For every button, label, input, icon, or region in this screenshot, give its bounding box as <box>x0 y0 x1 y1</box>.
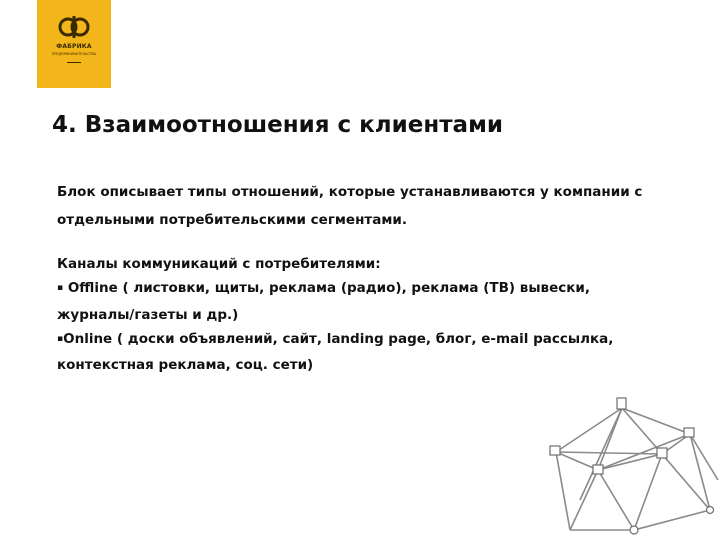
channels-heading: Каналы коммуникаций с потребителями: <box>57 256 381 272</box>
slide-title: 4. Взаимоотношения с клиентами <box>52 112 503 138</box>
logo-brand-text: ФАБРИКА <box>56 43 92 50</box>
logo-emblem-icon <box>37 0 111 44</box>
logo-tagline: ПРЕДПРИНИМАТЕЛЬСТВА <box>51 52 97 56</box>
bullet-marker: ▪ <box>57 334 64 344</box>
offline-item <box>57 280 697 296</box>
network-graph-icon <box>540 390 720 540</box>
company-logo <box>37 0 111 88</box>
intro-line-2: отдельными потребительскими сегментами. <box>57 212 407 228</box>
intro-line-1: Блок описывает типы отношений, которые устанавливаются у компании с <box>57 184 643 200</box>
online-text-line-2: контекстная реклама, соц. сети) <box>57 357 314 373</box>
online-item <box>57 331 697 347</box>
online-text-line-1: Online ( доски объявлений, сайт, landing page, блог, e-mail рассылка, <box>63 331 614 347</box>
offline-text-line-1: Offline ( листовки, щиты, реклама (радио), реклама (ТВ) вывески, <box>67 280 590 296</box>
bullet-marker: ▪ <box>57 283 64 293</box>
logo-divider <box>67 62 81 63</box>
offline-text-line-2: журналы/газеты и др.) <box>57 307 239 323</box>
